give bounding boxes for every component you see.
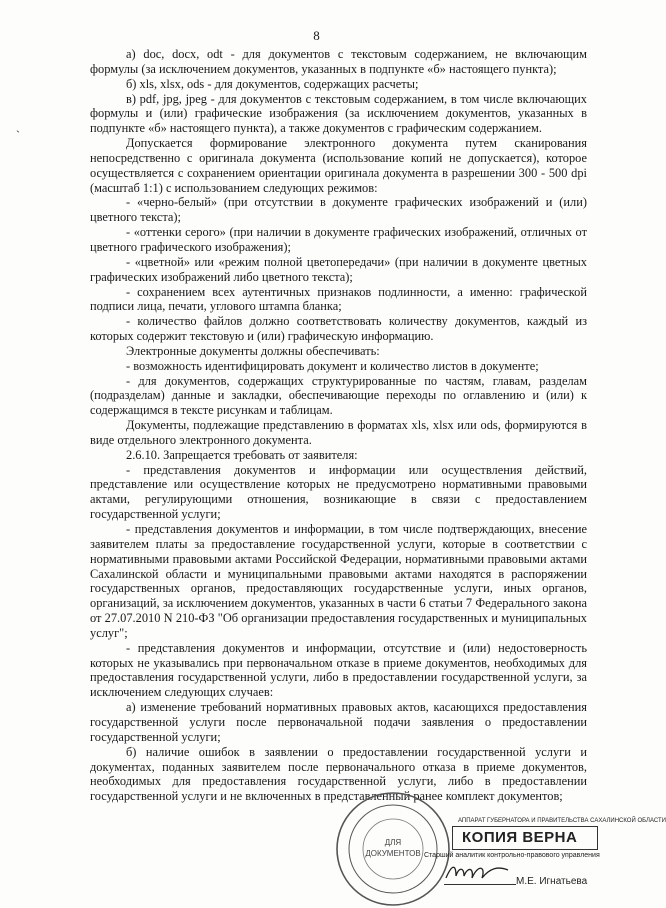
paragraph: - количество файлов должно соответствовать количеству документов, каждый из которых содержит текстовую и (или) графическую информацию.	[90, 314, 587, 344]
handwritten-signature	[442, 858, 512, 886]
paragraph: 2.6.10. Запрещается требовать от заявителя:	[126, 447, 358, 462]
paragraph: - представления документов и информации или осуществления действий, представление или осуществление которых не предусмотрено нормативными правовыми актами, регулирующими отношения, возникающие в связи с предоставлением государственной услуги;	[90, 462, 587, 522]
seal-text-1: ДЛЯ	[384, 838, 402, 847]
paragraph: - «цветной» или «режим полной цветопередачи» (при наличии в документе цветных графических изображений либо цветного текста);	[90, 254, 587, 284]
paragraph: а) изменение требований нормативных правовых актов, касающихся предоставления государственной услуги после первоначальной подачи заявления о предоставлении государственной услуги;	[90, 700, 587, 744]
stamp-position: Старший аналитик контрольно-правового управления	[424, 852, 600, 859]
paragraph: - представления документов и информации, отсутствие и (или) недостоверность которых не указывались при первоначальном отказе в приеме документов, необходимых для предоставления государственной услуги, либо в предоставлении государственной услуги, за исключением следующих случаев:	[90, 640, 587, 700]
paragraph: - для документов, содержащих структурированные по частям, главам, разделам (подразделам) данные и закладки, обеспечивающие переходы по оглавлению и (или) к содержащимся в тексте рисункам и таблицам.	[90, 373, 587, 418]
paragraph: - «черно-белый» (при отсутствии в документе графических изображений и (или) цветного текста);	[90, 195, 587, 225]
paragraph: б) наличие ошибок в заявлении о предоставлении государственной услуги и документах, поданных заявителем после первоначального отказа в приеме документов, необходимых для предоставления государственной услуги, либо в предоставлении государственной услуги и не включенных в представленный ранее комплект документов;	[90, 744, 587, 804]
paragraph: - возможность идентифицировать документ и количество листов в документе;	[126, 358, 539, 373]
margin-mark: `	[16, 128, 20, 142]
paragraph: - «оттенки серого» (при наличии в документе графических изображений, отличных от цветного графического изображения);	[90, 225, 587, 254]
paragraph: - представления документов и информации, в том числе подтверждающих, внесение заявителем платы за предоставление государственной услуги, которые в соответствии с нормативными правовыми актами Российской Федерации, нормативными правовыми актами Сахалинской области и муниципальными правовыми актами находятся в распоряжении государственных органов, предоставляющих государственные услуги, иных органов, организаций, за исключением документов, указанных в части 6 статьи 7 Федерального закона от 27.07.2010 N 210-ФЗ "Об организации предоставления государственных и муниципальных услуг";	[90, 522, 587, 640]
paragraph: б) xls, xlsx, ods - для документов, содержащих расчеты;	[126, 76, 419, 91]
stamp-name: М.Е. Игнатьева	[516, 876, 588, 887]
stamp-org: АППАРАТ ГУБЕРНАТОРА И ПРАВИТЕЛЬСТВА САХАЛИНСКОЙ ОБЛАСТИ	[458, 818, 666, 824]
stamp-title: КОПИЯ ВЕРНА	[462, 829, 578, 846]
paragraph: Допускается формирование электронного документа путем сканирования непосредственно с оригинала документа (использование копий не допускается), которое осуществляется с сохранением ориентации оригинала документа в разрешении 300 - 500 dpi (масштаб 1:1) с использованием следующих режимов:	[90, 136, 587, 195]
paragraph: Документы, подлежащие представлению в форматах xls, xlsx или ods, формируются в виде отдельного электронного документа.	[90, 418, 587, 447]
seal-text-2: ДОКУМЕНТОВ	[365, 849, 421, 858]
paragraph: Электронные документы должны обеспечивать:	[126, 343, 380, 358]
page-number: 8	[313, 28, 320, 43]
paragraph: - сохранением всех аутентичных признаков подлинности, а именно: графической подписи лица, печати, углового штампа бланка;	[90, 284, 587, 314]
paragraph: а) doc, docx, odt - для документов с текстовым содержанием, не включающим формулы (за исключением документов, указанных в подпункте «б» настоящего пункта);	[90, 47, 587, 76]
document-body	[90, 47, 587, 804]
paragraph: в) pdf, jpg, jpeg - для документов с текстовым содержанием, в том числе включающих формулы и (или) графические изображения (за исключением документов, указанных в подпункте «б» настоящего пункта), а также документов с графическим содержанием.	[90, 91, 587, 136]
